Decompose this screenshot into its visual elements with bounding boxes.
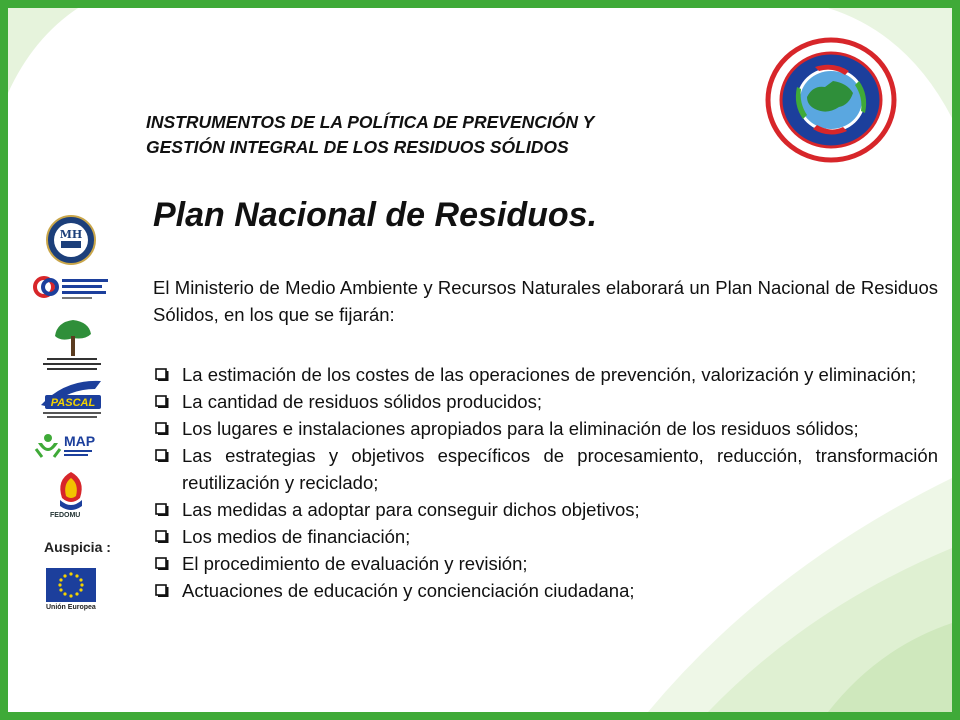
- list-item: [153, 496, 938, 523]
- eu-label: Unión Europea: [46, 604, 96, 611]
- svg-text:MAP: MAP: [64, 433, 96, 449]
- bullet-list: [153, 361, 938, 604]
- bullet-text: La cantidad de residuos sólidos producidos;: [182, 391, 542, 412]
- checkbox-bullet-icon: [155, 422, 169, 435]
- svg-text:MH: MH: [59, 228, 83, 241]
- header-line-2: GESTIÓN INTEGRAL DE LOS RESIDUOS SÓLIDOS: [146, 137, 569, 157]
- checkbox-bullet-icon: [155, 530, 169, 543]
- bullet-text: Las estrategias y objetivos específicos de procesamiento, reducción, transformación reutilización y reciclado;: [182, 445, 938, 493]
- list-item: [153, 361, 938, 388]
- bullet-text: Actuaciones de educación y concienciación ciudadana;: [182, 580, 635, 601]
- slide-header: [146, 110, 786, 160]
- checkbox-bullet-icon: [155, 368, 169, 381]
- checkbox-bullet-icon: [155, 584, 169, 597]
- list-item: [153, 523, 938, 550]
- pascal-logo: [35, 375, 107, 421]
- list-item: [153, 415, 938, 442]
- intro-paragraph: El Ministerio de Medio Ambiente y Recursos Naturales elaborará un Plan Nacional de Residuos Sólidos, en los que se fijarán:: [153, 277, 938, 325]
- checkbox-bullet-icon: [155, 503, 169, 516]
- bullet-text: Los lugares e instalaciones apropiados para la eliminación de los residuos sólidos;: [182, 418, 859, 439]
- contrataciones-logo: [32, 273, 112, 303]
- map-logo: [34, 429, 110, 463]
- bullet-text: Los medios de financiación;: [182, 526, 411, 547]
- list-item: [153, 388, 938, 415]
- list-item: [153, 442, 938, 496]
- bullet-text: La estimación de los costes de las operaciones de prevención, valorización y eliminación;: [182, 364, 917, 385]
- bullet-text: El procedimiento de evaluación y revisión;: [182, 553, 528, 574]
- checkbox-bullet-icon: [155, 395, 169, 408]
- mh-logo: [41, 213, 101, 267]
- checkbox-bullet-icon: [155, 449, 169, 462]
- svg-text:PASCAL: PASCAL: [50, 397, 96, 409]
- fedomu-label: FEDOMU: [50, 512, 81, 519]
- ministerio-tree-logo: [37, 316, 107, 376]
- bullet-text: Las medidas a adoptar para conseguir dichos objetivos;: [182, 499, 640, 520]
- eu-flag-logo: [46, 568, 96, 602]
- header-line-1: INSTRUMENTOS DE LA POLÍTICA DE PREVENCIÓN Y: [146, 112, 595, 132]
- auspicia-label: Auspicia :: [44, 539, 111, 555]
- slide-title: Plan Nacional de Residuos.: [153, 196, 598, 234]
- checkbox-bullet-icon: [155, 557, 169, 570]
- list-item: [153, 550, 938, 577]
- list-item: [153, 577, 938, 604]
